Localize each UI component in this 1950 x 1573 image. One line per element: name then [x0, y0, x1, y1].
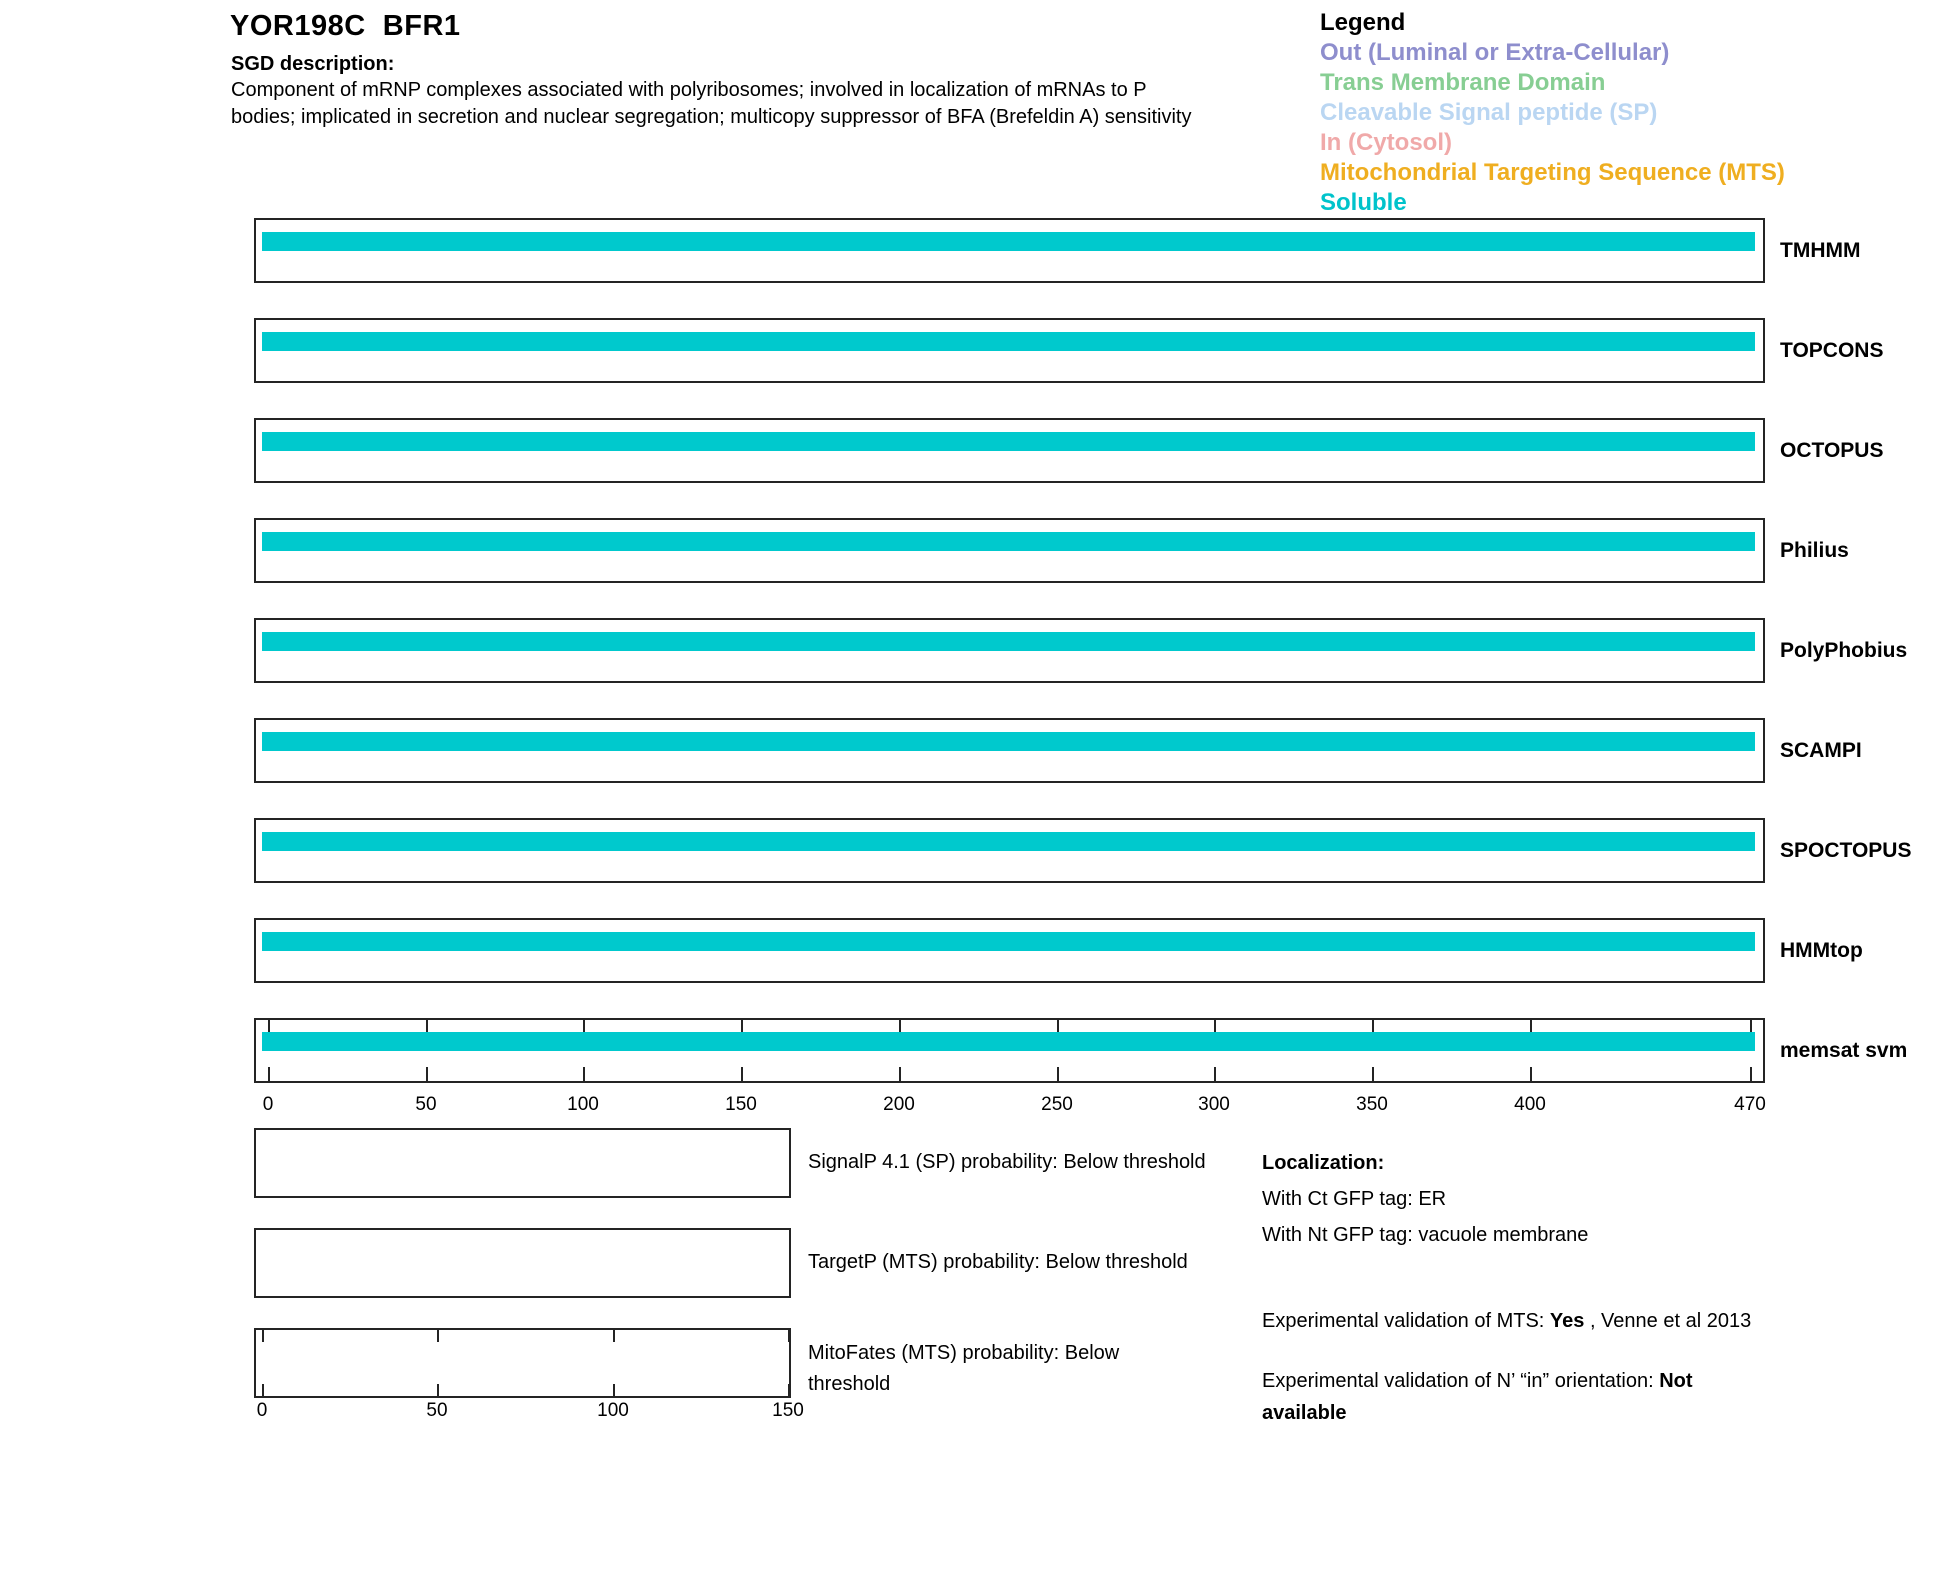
axis-tick: [788, 1384, 790, 1396]
signalp-status-label: SignalP 4.1 (SP) probability: Below threshold: [808, 1151, 1206, 1173]
axis-tick-label: 250: [1041, 1094, 1073, 1115]
soluble-region-bar: [262, 832, 1755, 851]
soluble-region-bar: [262, 532, 1755, 551]
track-plot-polyphobius: [254, 618, 1765, 683]
localization-ct-gfp: With Ct GFP tag: ER: [1262, 1188, 1447, 1210]
legend-item-tm-domain: Trans Membrane Domain: [1320, 69, 1606, 96]
targetp-status-label: TargetP (MTS) probability: Below threshold: [808, 1251, 1188, 1273]
axis-tick-label: 350: [1356, 1094, 1388, 1115]
soluble-region-bar: [262, 732, 1755, 751]
axis-tick: [426, 1067, 428, 1081]
axis-tick: [1057, 1067, 1059, 1081]
legend-item-out: Out (Luminal or Extra-Cellular): [1320, 39, 1670, 66]
axis-tick-label: 200: [883, 1094, 915, 1115]
localization-heading: Localization:: [1262, 1152, 1385, 1174]
mitofates-probability-plot: [254, 1328, 791, 1398]
axis-tick: [262, 1384, 264, 1396]
axis-tick-label: 100: [567, 1094, 599, 1115]
track-label-scampi: SCAMPI: [1780, 738, 1862, 762]
track-label-hmmtop: HMMtop: [1780, 938, 1863, 962]
track-label-polyphobius: PolyPhobius: [1780, 638, 1908, 662]
sgd-description-heading: SGD description:: [231, 53, 395, 75]
prob-axis-tick-label: 100: [597, 1400, 629, 1421]
mitofates-status-line: MitoFates (MTS) probability: Below: [808, 1342, 1120, 1364]
track-label-spoctopus: SPOCTOPUS: [1780, 838, 1912, 862]
mts-validation-text: Experimental validation of MTS:: [1262, 1310, 1550, 1332]
prob-axis-tick-label: 50: [426, 1400, 448, 1421]
prob-axis-tick-label: 150: [772, 1400, 804, 1421]
sgd-description-line: Component of mRNP complexes associated with polyribosomes; involved in localization of mRNAs to P: [231, 79, 1147, 101]
legend-title: Legend: [1320, 9, 1406, 36]
localization-nt-gfp: With Nt GFP tag: vacuole membrane: [1262, 1224, 1589, 1246]
sgd-description-line: bodies; implicated in secretion and nuclear segregation; multicopy suppressor of BFA (Brefeldin A) sensitivity: [231, 106, 1192, 128]
targetp-probability-plot: [254, 1228, 791, 1298]
axis-tick-label: 400: [1514, 1094, 1546, 1115]
track-plot-tmhmm: [254, 218, 1765, 283]
axis-tick-label: 50: [415, 1094, 437, 1115]
track-plot-hmmtop: [254, 918, 1765, 983]
axis-tick-label: 300: [1198, 1094, 1230, 1115]
track-plot-memsat-svm: [254, 1018, 1765, 1083]
soluble-region-bar: [262, 232, 1755, 251]
soluble-region-bar: [262, 332, 1755, 351]
axis-tick: [262, 1330, 264, 1342]
page-title: YOR198C BFR1: [230, 10, 461, 42]
axis-tick: [1530, 1067, 1532, 1081]
axis-tick-label: 470: [1734, 1094, 1766, 1115]
axis-tick: [1214, 1067, 1216, 1081]
mts-validation-value: Yes: [1549, 1310, 1585, 1332]
track-plot-spoctopus: [254, 818, 1765, 883]
nin-validation-text: Experimental validation of N’ “in” orientation:: [1262, 1370, 1660, 1392]
mts-validation-reference: , Venne et al 2013: [1584, 1310, 1752, 1332]
signalp-probability-plot: [254, 1128, 791, 1198]
axis-tick: [741, 1067, 743, 1081]
legend: [1320, 8, 1785, 218]
soluble-region-bar: [262, 1032, 1755, 1051]
axis-tick: [613, 1330, 615, 1342]
legend-item-signal-peptide: Cleavable Signal peptide (SP): [1320, 99, 1658, 126]
mitofates-status-label: [808, 1338, 1119, 1400]
track-label-topcons: TOPCONS: [1780, 338, 1884, 362]
axis-tick: [1372, 1067, 1374, 1081]
axis-tick: [613, 1384, 615, 1396]
axis-tick: [583, 1067, 585, 1081]
legend-item-soluble: Soluble: [1320, 189, 1407, 216]
nin-validation-line: [1262, 1365, 1693, 1429]
track-label-philius: Philius: [1780, 538, 1849, 562]
track-plot-topcons: [254, 318, 1765, 383]
axis-tick: [788, 1330, 790, 1342]
nin-validation-value: available: [1262, 1402, 1347, 1424]
axis-tick: [268, 1067, 270, 1081]
soluble-region-bar: [262, 632, 1755, 651]
mts-validation-line: [1262, 1305, 1751, 1337]
track-plot-octopus: [254, 418, 1765, 483]
nin-validation-value: Not: [1659, 1370, 1693, 1392]
soluble-region-bar: [262, 432, 1755, 451]
sgd-description-text: [231, 77, 1331, 131]
legend-item-in-cytosol: In (Cytosol): [1320, 129, 1452, 156]
mitofates-status-line: threshold: [808, 1373, 891, 1395]
axis-tick: [437, 1384, 439, 1396]
axis-tick-label: 150: [725, 1094, 757, 1115]
track-label-memsat-svm: memsat svm: [1780, 1038, 1908, 1062]
axis-tick: [437, 1330, 439, 1342]
track-label-tmhmm: TMHMM: [1780, 238, 1861, 262]
legend-item-mts: Mitochondrial Targeting Sequence (MTS): [1320, 159, 1785, 186]
axis-tick: [1750, 1067, 1752, 1081]
track-label-octopus: OCTOPUS: [1780, 438, 1884, 462]
axis-tick: [899, 1067, 901, 1081]
prob-axis-tick-label: 0: [256, 1400, 268, 1421]
track-plot-philius: [254, 518, 1765, 583]
track-plot-scampi: [254, 718, 1765, 783]
axis-tick-label: 0: [262, 1094, 274, 1115]
soluble-region-bar: [262, 932, 1755, 951]
